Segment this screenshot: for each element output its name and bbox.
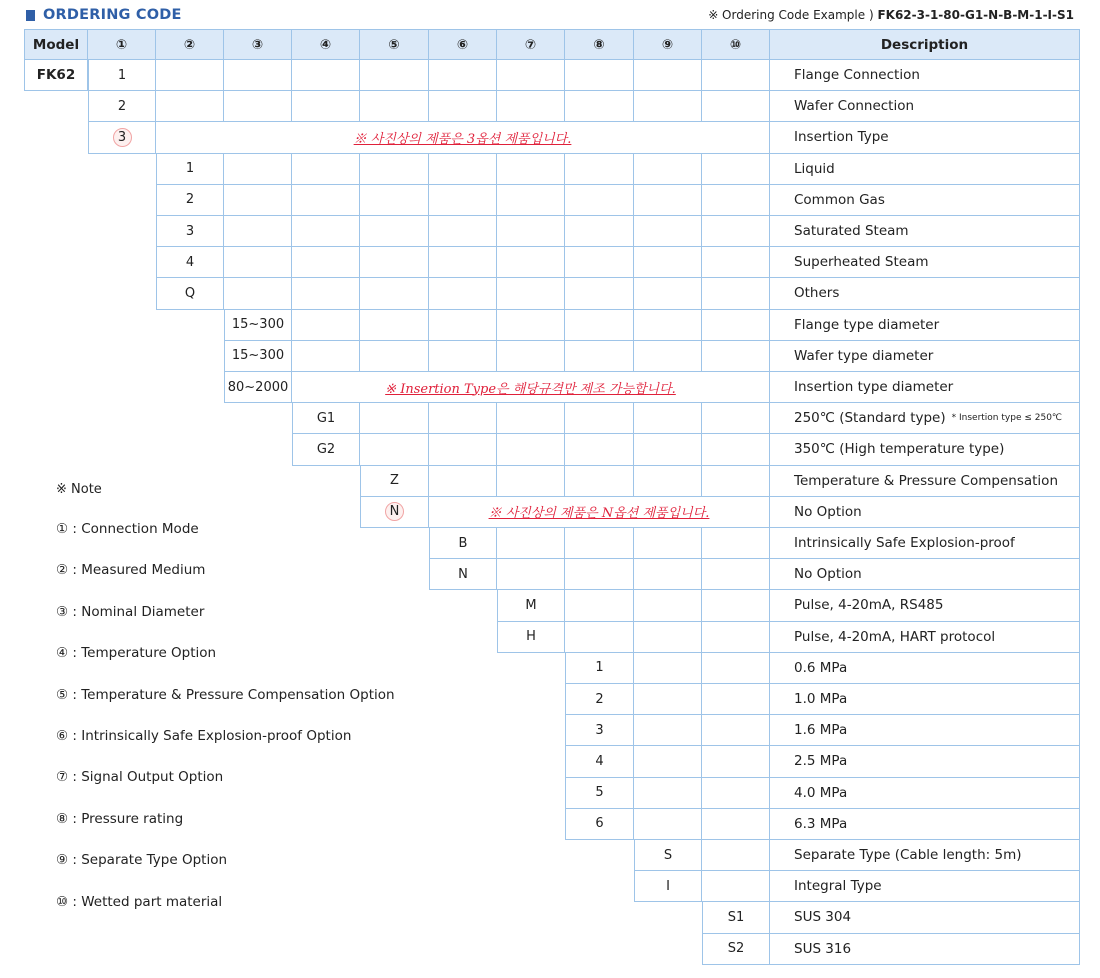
row-description — [770, 653, 1080, 684]
title-text: ORDERING CODE — [43, 7, 182, 23]
row-description — [770, 154, 1080, 185]
empty-cell — [565, 341, 634, 372]
header-col-2: ② — [156, 29, 224, 60]
row-code: 15~300 — [224, 310, 292, 341]
note-item: ⑩ : Wetted part material — [56, 893, 223, 910]
description-text: Superheated Steam — [794, 254, 929, 271]
description-text: SUS 316 — [794, 940, 852, 957]
header-col-1: ① — [88, 29, 156, 60]
empty-cell — [634, 590, 702, 621]
empty-cell — [429, 60, 497, 91]
description-text: 1.0 MPa — [794, 691, 848, 708]
note-item: ② : Measured Medium — [56, 562, 206, 579]
empty-cell — [224, 91, 292, 122]
note-item: ③ : Nominal Diameter — [56, 603, 205, 620]
header-col-7: ⑦ — [497, 29, 565, 60]
empty-cell — [702, 715, 770, 746]
empty-cell — [360, 278, 429, 309]
empty-cell — [360, 91, 429, 122]
empty-cell — [702, 684, 770, 715]
empty-cell — [497, 247, 565, 278]
empty-cell — [702, 216, 770, 247]
empty-cell — [634, 466, 702, 497]
row-code: M — [497, 590, 565, 621]
empty-cell — [634, 278, 702, 309]
empty-cell — [702, 840, 770, 871]
header-col-4: ④ — [292, 29, 360, 60]
empty-cell — [565, 622, 634, 653]
empty-cell — [702, 434, 770, 465]
row-description — [770, 528, 1080, 559]
empty-cell — [565, 91, 634, 122]
row-code: H — [497, 622, 565, 653]
row-description — [770, 778, 1080, 809]
example-label: ※ Ordering Code Example ) — [708, 8, 874, 22]
row-description — [770, 934, 1080, 965]
description-text: SUS 304 — [794, 909, 852, 926]
note-item: ⑤ : Temperature & Pressure Compensation Option — [56, 686, 395, 703]
empty-cell — [497, 185, 565, 216]
description-text: Flange type diameter — [794, 316, 940, 333]
empty-cell — [634, 653, 702, 684]
empty-cell — [565, 434, 634, 465]
description-text: 2.5 MPa — [794, 753, 848, 770]
empty-cell — [360, 310, 429, 341]
empty-cell — [702, 746, 770, 777]
description-text: 0.6 MPa — [794, 659, 848, 676]
empty-cell — [429, 466, 497, 497]
empty-cell — [634, 247, 702, 278]
empty-cell — [565, 559, 634, 590]
empty-cell — [360, 247, 429, 278]
row-code: 5 — [565, 778, 634, 809]
empty-cell — [634, 622, 702, 653]
empty-cell — [565, 60, 634, 91]
note-item: ④ : Temperature Option — [56, 645, 217, 662]
description-text: Insertion Type — [794, 129, 889, 146]
empty-cell — [497, 559, 565, 590]
empty-cell — [702, 559, 770, 590]
row-description — [770, 466, 1080, 497]
row-code: 1 — [156, 154, 224, 185]
note-item: ⑥ : Intrinsically Safe Explosion-proof Option — [56, 728, 352, 744]
description-text: Flange Connection — [794, 67, 920, 84]
row-note: ※ Insertion Type은 해당규격만 제조 가능합니다. — [292, 372, 770, 403]
row-description — [770, 871, 1080, 902]
note-item: ⑧ : Pressure rating — [56, 810, 184, 827]
selected-marker: N — [385, 502, 404, 521]
description-text: Insertion type diameter — [794, 379, 954, 396]
row-code: Q — [156, 278, 224, 309]
row-code: 15~300 — [224, 341, 292, 372]
description-text: Common Gas — [794, 191, 885, 208]
description-text: Others — [794, 285, 840, 302]
empty-cell — [702, 60, 770, 91]
row-code: G2 — [292, 434, 360, 465]
empty-cell — [360, 185, 429, 216]
row-description — [770, 590, 1080, 621]
empty-cell — [702, 403, 770, 434]
row-description — [770, 60, 1080, 91]
empty-cell — [565, 216, 634, 247]
note-item: ⑦ : Signal Output Option — [56, 769, 224, 786]
row-description — [770, 310, 1080, 341]
note-heading: ※ Note — [56, 482, 102, 497]
description-text: Temperature & Pressure Compensation — [794, 472, 1058, 489]
description-text: Integral Type — [794, 878, 882, 895]
empty-cell — [497, 341, 565, 372]
empty-cell — [360, 216, 429, 247]
empty-cell — [702, 590, 770, 621]
row-description — [770, 341, 1080, 372]
empty-cell — [702, 778, 770, 809]
description-text: 4.0 MPa — [794, 784, 848, 801]
empty-cell — [565, 590, 634, 621]
description-text: Intrinsically Safe Explosion-proof — [794, 535, 1015, 552]
empty-cell — [360, 434, 429, 465]
empty-cell — [497, 528, 565, 559]
empty-cell — [360, 154, 429, 185]
empty-cell — [634, 559, 702, 590]
header-col-8: ⑧ — [565, 29, 634, 60]
empty-cell — [360, 60, 429, 91]
empty-cell — [429, 185, 497, 216]
empty-cell — [224, 247, 292, 278]
model-code: FK62 — [24, 60, 88, 91]
row-code: S1 — [702, 902, 770, 933]
row-code — [360, 497, 429, 528]
empty-cell — [565, 185, 634, 216]
row-description — [770, 247, 1080, 278]
header-model: Model — [24, 29, 88, 60]
row-description — [770, 278, 1080, 309]
empty-cell — [702, 809, 770, 840]
empty-cell — [634, 60, 702, 91]
row-code: 2 — [565, 684, 634, 715]
empty-cell — [429, 154, 497, 185]
empty-cell — [360, 403, 429, 434]
row-code: 3 — [156, 216, 224, 247]
empty-cell — [497, 60, 565, 91]
row-code: 4 — [156, 247, 224, 278]
description-text: 250℃ (Standard type) — [794, 410, 946, 427]
description-text: Wafer Connection — [794, 98, 915, 115]
empty-cell — [292, 278, 360, 309]
empty-cell — [292, 247, 360, 278]
empty-cell — [156, 91, 224, 122]
row-code: B — [429, 528, 497, 559]
empty-cell — [565, 403, 634, 434]
empty-cell — [429, 278, 497, 309]
empty-cell — [429, 434, 497, 465]
empty-cell — [565, 310, 634, 341]
row-description — [770, 840, 1080, 871]
row-description — [770, 902, 1080, 933]
empty-cell — [497, 403, 565, 434]
empty-cell — [292, 341, 360, 372]
row-code: 3 — [565, 715, 634, 746]
row-code: 2 — [156, 185, 224, 216]
empty-cell — [497, 216, 565, 247]
row-description — [770, 216, 1080, 247]
empty-cell — [565, 466, 634, 497]
description-text: 6.3 MPa — [794, 815, 848, 832]
empty-cell — [497, 466, 565, 497]
empty-cell — [429, 247, 497, 278]
row-description — [770, 91, 1080, 122]
row-code: G1 — [292, 403, 360, 434]
empty-cell — [702, 466, 770, 497]
row-code: S — [634, 840, 702, 871]
description-text: Saturated Steam — [794, 223, 909, 240]
empty-cell — [565, 278, 634, 309]
row-code: 4 — [565, 746, 634, 777]
header-col-6: ⑥ — [429, 29, 497, 60]
row-code: Z — [360, 466, 429, 497]
empty-cell — [634, 403, 702, 434]
empty-cell — [292, 60, 360, 91]
empty-cell — [634, 154, 702, 185]
row-code: I — [634, 871, 702, 902]
empty-cell — [565, 154, 634, 185]
empty-cell — [292, 154, 360, 185]
empty-cell — [634, 528, 702, 559]
empty-cell — [224, 60, 292, 91]
empty-cell — [634, 434, 702, 465]
empty-cell — [292, 185, 360, 216]
empty-cell — [702, 247, 770, 278]
empty-cell — [429, 310, 497, 341]
empty-cell — [634, 91, 702, 122]
empty-cell — [702, 622, 770, 653]
example-code: FK62-3-1-80-G1-N-B-M-1-I-S1 — [877, 8, 1074, 22]
empty-cell — [292, 310, 360, 341]
empty-cell — [634, 310, 702, 341]
empty-cell — [634, 341, 702, 372]
row-code — [88, 122, 156, 153]
empty-cell — [497, 278, 565, 309]
header-col-5: ⑤ — [360, 29, 429, 60]
header-col-3: ③ — [224, 29, 292, 60]
row-description — [770, 403, 1080, 434]
empty-cell — [224, 185, 292, 216]
empty-cell — [702, 154, 770, 185]
empty-cell — [702, 871, 770, 902]
row-code: S2 — [702, 934, 770, 965]
description-text: 350℃ (High temperature type) — [794, 441, 1005, 458]
empty-cell — [702, 278, 770, 309]
row-description — [770, 372, 1080, 403]
empty-cell — [429, 341, 497, 372]
empty-cell — [429, 216, 497, 247]
empty-cell — [634, 715, 702, 746]
empty-cell — [565, 528, 634, 559]
empty-cell — [360, 341, 429, 372]
empty-cell — [224, 154, 292, 185]
empty-cell — [634, 809, 702, 840]
empty-cell — [702, 653, 770, 684]
row-code: 6 — [565, 809, 634, 840]
description-text: Liquid — [794, 160, 835, 177]
row-code: 1 — [88, 60, 156, 91]
row-code: N — [429, 559, 497, 590]
empty-cell — [497, 310, 565, 341]
empty-cell — [429, 403, 497, 434]
empty-cell — [634, 185, 702, 216]
row-description — [770, 746, 1080, 777]
empty-cell — [634, 216, 702, 247]
row-code: 2 — [88, 91, 156, 122]
header-col-10: ⑩ — [702, 29, 770, 60]
empty-cell — [497, 91, 565, 122]
empty-cell — [565, 247, 634, 278]
description-text: 1.6 MPa — [794, 722, 848, 739]
row-code: 80~2000 — [224, 372, 292, 403]
empty-cell — [156, 60, 224, 91]
row-description — [770, 434, 1080, 465]
row-description — [770, 809, 1080, 840]
row-note: ※ 사진상의 제품은 3옵션 제품입니다. — [156, 122, 770, 153]
description-text: Wafer type diameter — [794, 347, 934, 364]
row-description — [770, 684, 1080, 715]
row-description — [770, 185, 1080, 216]
empty-cell — [292, 91, 360, 122]
row-description — [770, 559, 1080, 590]
empty-cell — [497, 154, 565, 185]
empty-cell — [429, 91, 497, 122]
note-item: ⑨ : Separate Type Option — [56, 852, 228, 869]
empty-cell — [224, 216, 292, 247]
row-note: ※ 사진상의 제품은 N옵션 제품입니다. — [429, 497, 770, 528]
description-text: No Option — [794, 503, 862, 520]
row-description — [770, 622, 1080, 653]
selected-marker: 3 — [113, 128, 132, 147]
description-text: Separate Type (Cable length: 5m) — [794, 847, 1022, 864]
empty-cell — [224, 278, 292, 309]
empty-cell — [702, 341, 770, 372]
row-code: 1 — [565, 653, 634, 684]
row-description — [770, 122, 1080, 153]
empty-cell — [702, 91, 770, 122]
header-description: Description — [770, 29, 1080, 60]
empty-cell — [292, 216, 360, 247]
empty-cell — [702, 310, 770, 341]
empty-cell — [702, 185, 770, 216]
empty-cell — [634, 778, 702, 809]
description-text: Pulse, 4-20mA, HART protocol — [794, 628, 996, 645]
description-text: Pulse, 4-20mA, RS485 — [794, 597, 944, 614]
header-col-9: ⑨ — [634, 29, 702, 60]
row-description — [770, 715, 1080, 746]
description-footnote: * Insertion type ≤ 250℃ — [951, 413, 1063, 424]
row-description — [770, 497, 1080, 528]
empty-cell — [702, 528, 770, 559]
note-item: ① : Connection Mode — [56, 521, 199, 537]
description-text: No Option — [794, 566, 862, 583]
empty-cell — [634, 746, 702, 777]
empty-cell — [497, 434, 565, 465]
empty-cell — [634, 684, 702, 715]
